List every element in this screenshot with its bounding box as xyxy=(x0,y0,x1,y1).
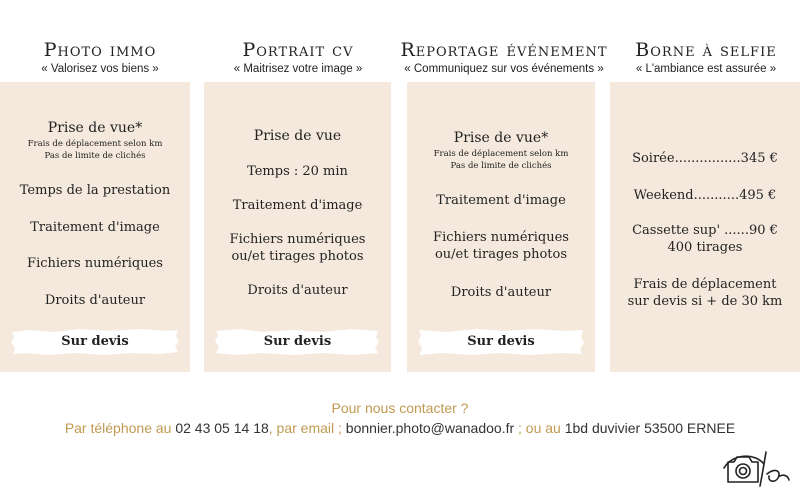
card-item-note: Pas de limite de clichés xyxy=(450,161,552,171)
price-item-note: 400 tirages xyxy=(667,240,743,255)
card-portrait-cv xyxy=(204,82,391,372)
contact-title: Pour nous contacter ? xyxy=(331,400,469,416)
column-subtitle: « Maitrisez votre image » xyxy=(233,63,363,75)
card-item: Traitement d'image xyxy=(232,198,363,213)
card-reportage xyxy=(407,82,595,372)
email-label: , par email ; xyxy=(268,420,346,436)
card-item-note: Pas de limite de clichés xyxy=(44,151,146,161)
phone-number[interactable]: 02 43 05 14 18 xyxy=(175,420,269,436)
sur-devis-label: Sur devis xyxy=(61,334,129,349)
card-item: Fichiers numériques ou/et tirages photos xyxy=(433,230,569,262)
price-item: Weekend...........495 € xyxy=(633,188,777,203)
card-item-note: Frais de déplacement selon km xyxy=(27,139,163,149)
card-item: Droits d'auteur xyxy=(247,283,348,298)
phone-label: Par téléphone au xyxy=(64,420,176,436)
travel-note: Frais de déplacement sur devis si + de 30 km xyxy=(627,277,783,309)
card-item-first: Prise de vue* xyxy=(453,130,549,146)
column-subtitle: « Valorisez vos biens » xyxy=(41,63,159,75)
column-title: Reportage événement xyxy=(400,39,608,61)
card-photo-immo xyxy=(0,82,190,372)
camera-logo-icon xyxy=(722,446,792,490)
card-item: Prise de vue xyxy=(253,128,342,144)
column-header-photo-immo xyxy=(0,38,200,75)
card-item: Droits d'auteur xyxy=(44,293,146,308)
card-item-first: Prise de vue* xyxy=(47,120,143,136)
card-borne-selfie xyxy=(610,82,800,372)
column-title: Borne à selfie xyxy=(635,39,777,61)
price-item: Soirée................345 € xyxy=(632,151,778,166)
contact-line xyxy=(0,420,800,436)
sur-devis-label: Sur devis xyxy=(263,334,332,349)
email-address[interactable]: bonnier.photo@wanadoo.fr xyxy=(345,420,515,436)
address: 1bd duvivier 53500 ERNEE xyxy=(564,420,736,436)
sur-devis-button[interactable] xyxy=(10,327,180,357)
sur-devis-button[interactable] xyxy=(417,327,585,357)
card-item: Fichiers numériques xyxy=(27,256,163,271)
column-title: Photo immo xyxy=(43,39,157,61)
card-item: Traitement d'image xyxy=(436,193,566,208)
card-item: Droits d'auteur xyxy=(450,285,552,300)
column-header-portrait-cv xyxy=(198,38,398,75)
card-item: Temps : 20 min xyxy=(247,164,348,179)
column-title: Portrait cv xyxy=(242,39,354,61)
column-header-reportage xyxy=(393,38,615,75)
sur-devis-label: Sur devis xyxy=(467,334,535,349)
card-item-note: Frais de déplacement selon km xyxy=(433,149,569,159)
column-subtitle: « L'ambiance est assurée » xyxy=(635,63,777,75)
address-label: ; ou au xyxy=(514,420,565,436)
card-item: Traitement d'image xyxy=(30,220,160,235)
card-item: Temps de la prestation xyxy=(19,183,171,198)
column-subtitle: « Communiquez sur vos événements » xyxy=(404,63,604,75)
sur-devis-button[interactable] xyxy=(214,327,381,357)
price-item: Cassette sup' ......90 € xyxy=(632,223,778,238)
column-header-borne-selfie xyxy=(606,38,800,75)
card-item: Fichiers numériques ou/et tirages photos xyxy=(229,232,366,264)
